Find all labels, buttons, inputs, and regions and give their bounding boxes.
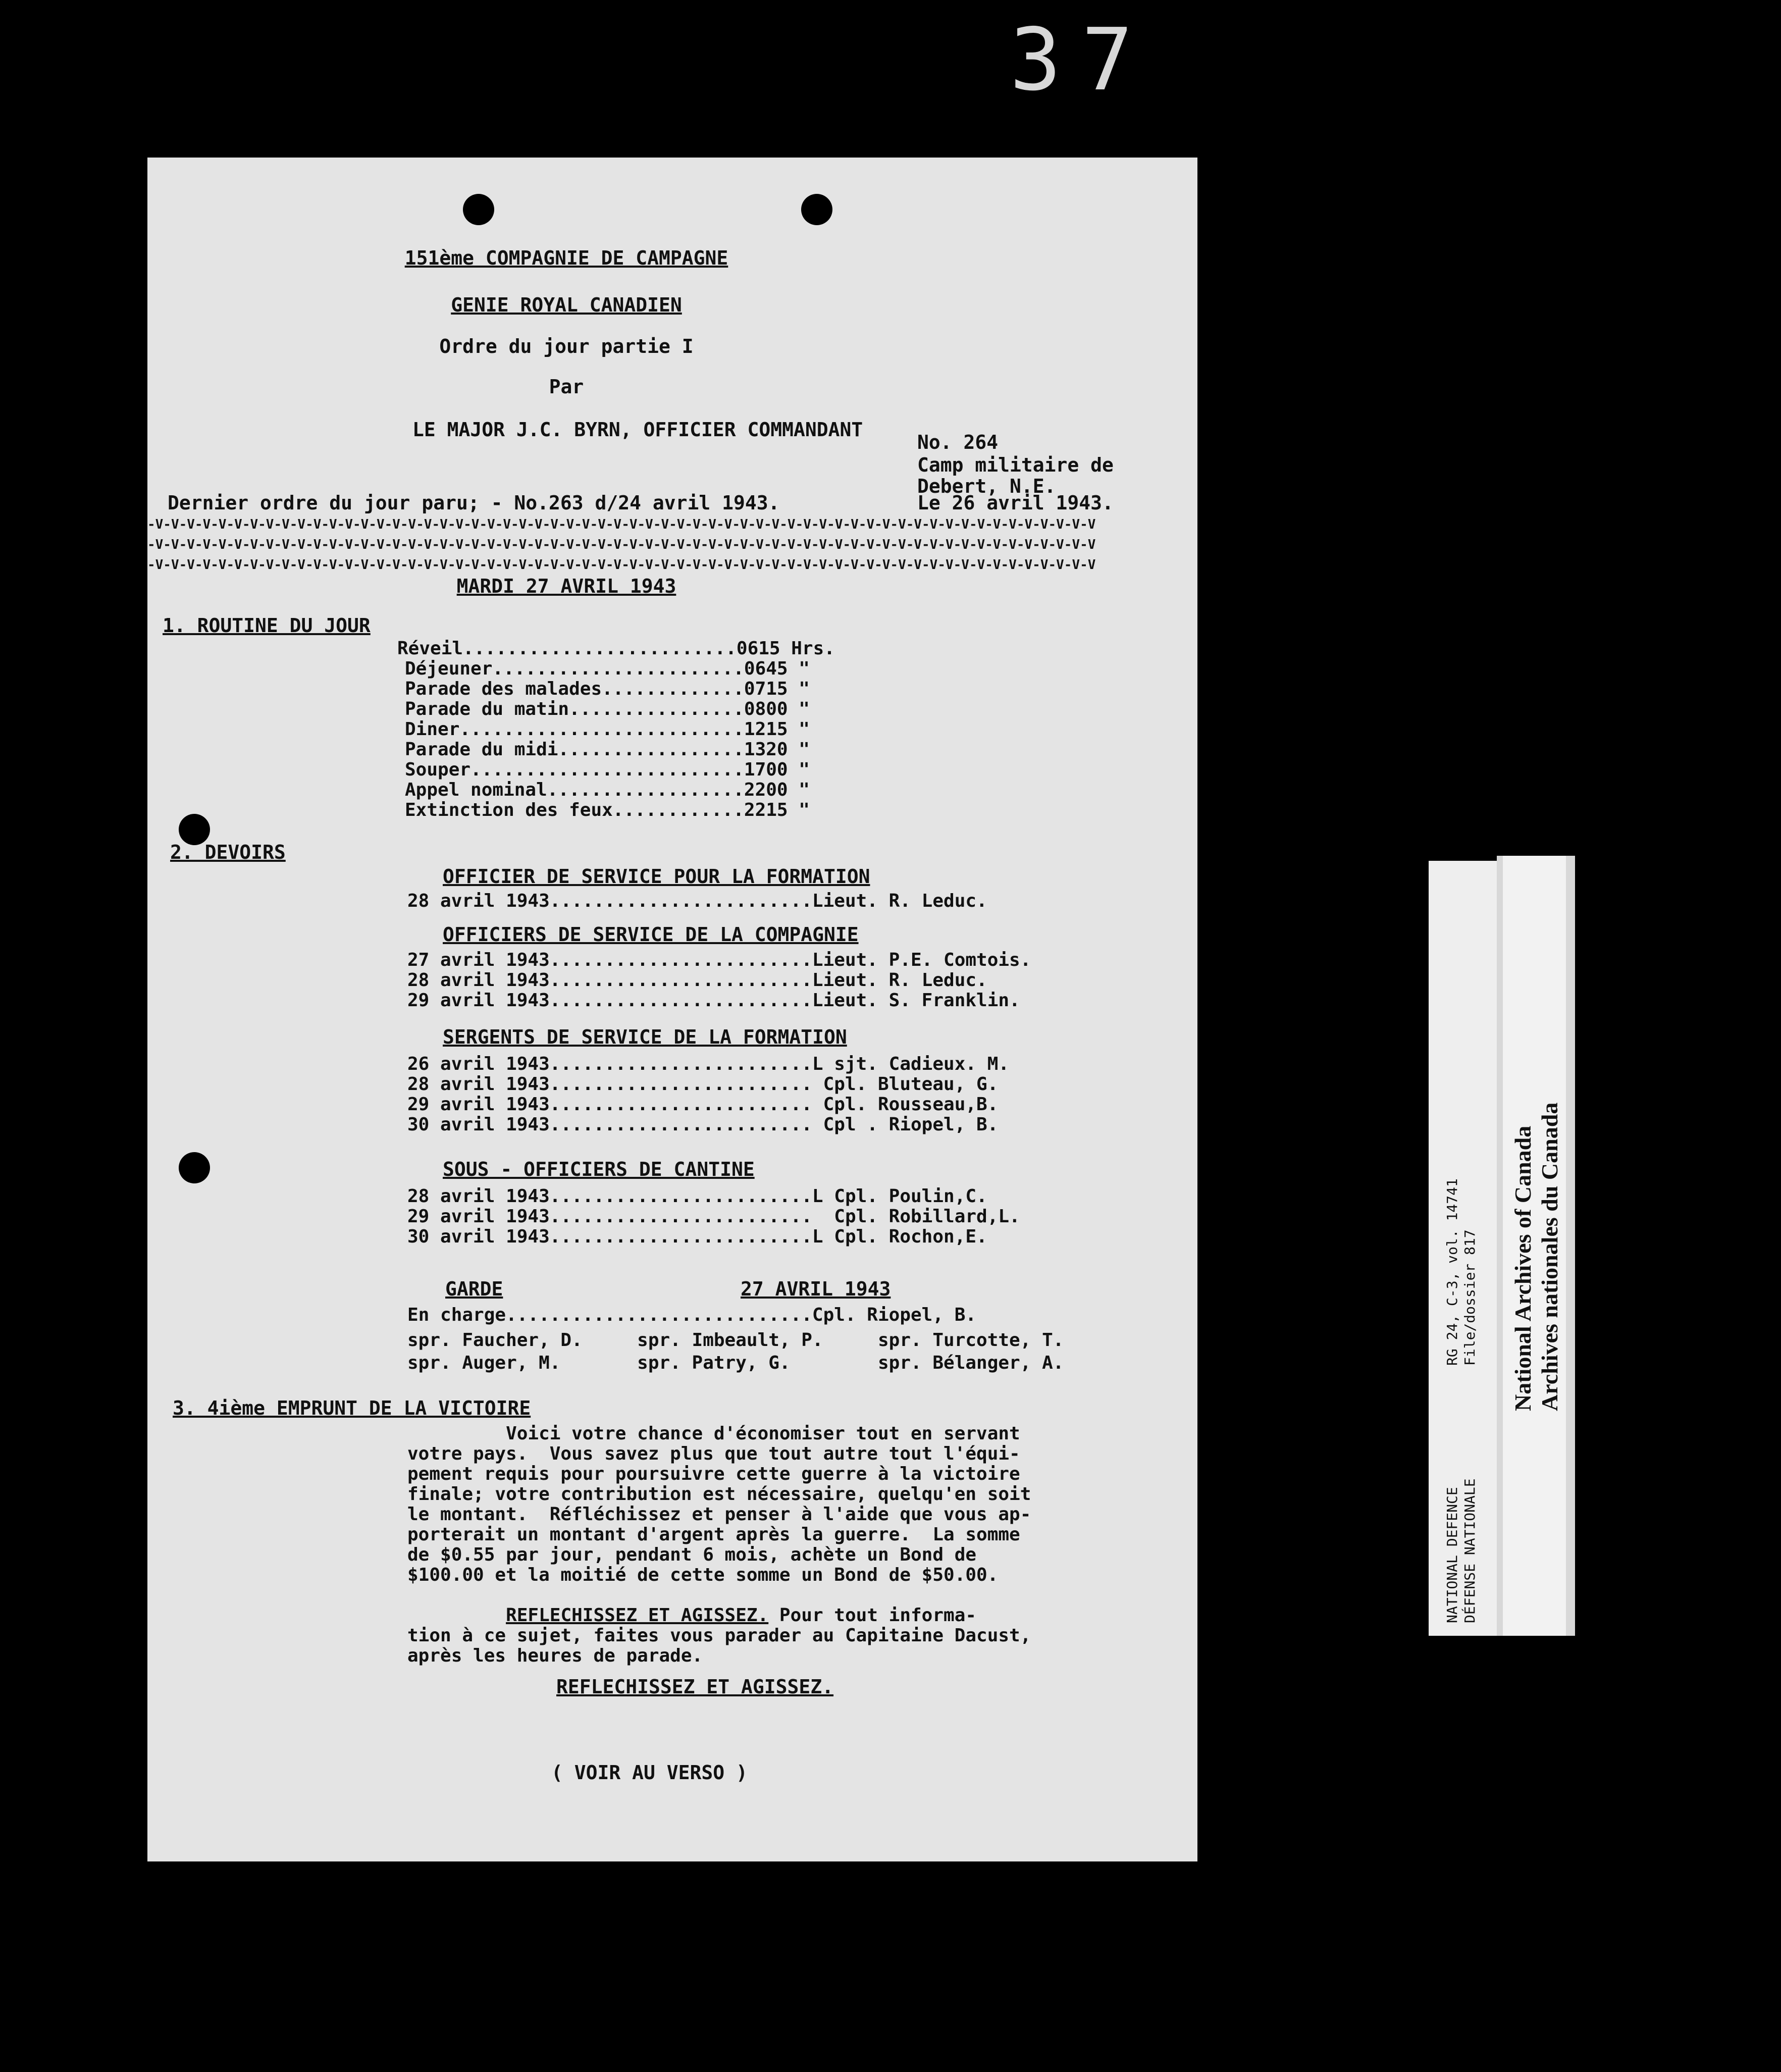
guard-row: spr. Auger, M. spr. Patry, G. spr. Bélanger, A.: [407, 1353, 1064, 1373]
section-3-title: 3. 4ième EMPRUNT DE LA VICTOIRE: [173, 1397, 531, 1419]
duty-row: 29 avril 1943........................ Cpl. Robillard,L.: [407, 1206, 1020, 1227]
routine-row: Diner..........................1215 ": [405, 719, 810, 740]
order-title: Ordre du jour partie I: [439, 335, 694, 357]
paragraph-line: votre pays. Vous savez plus que tout autre tout l'équi-: [407, 1443, 1020, 1464]
routine-row: Parade du midi.................1320 ": [405, 739, 810, 760]
punch-hole: [463, 194, 494, 225]
emphasis-text: REFLECHISSEZ ET AGISSEZ.: [506, 1605, 769, 1626]
paragraph-line: $100.00 et la moitié de cette somme un Bond de $50.00.: [407, 1565, 999, 1585]
duty-row: 28 avril 1943........................L Cpl. Poulin,C.: [407, 1186, 987, 1207]
routine-row: Déjeuner.......................0645 ": [405, 658, 810, 679]
guard-row: spr. Faucher, D. spr. Imbeault, P. spr. Turcotte, T.: [407, 1330, 1064, 1351]
archive-label-strip: [1429, 861, 1497, 1636]
paragraph-line: après les heures de parade.: [407, 1645, 703, 1666]
company-officers-heading: OFFICIERS DE SERVICE DE LA COMPAGNIE: [443, 923, 859, 946]
unit-heading: 151ème COMPAGNIE DE CAMPAGNE: [404, 247, 728, 269]
routine-row: Réveil.........................0615 Hrs.: [397, 638, 835, 659]
paragraph-indent: [407, 1605, 506, 1626]
order-date: Le 26 avril 1943.: [917, 492, 1114, 514]
archive-reference-1: RG 24, C-3, vol. 14741: [1444, 1178, 1460, 1366]
day-title: MARDI 27 AVRIL 1943: [456, 575, 676, 597]
paragraph-line: de $0.55 par jour, pendant 6 mois, achète un Bond de: [407, 1544, 977, 1565]
archive-reference-2: File/dossier 817: [1461, 1229, 1478, 1366]
guard-date: 27 AVRIL 1943: [741, 1278, 891, 1300]
place-line-2: Debert, N.E.: [917, 475, 1056, 497]
closing-slogan: REFLECHISSEZ ET AGISSEZ.: [556, 1676, 834, 1698]
by-label: Par: [549, 376, 584, 398]
guard-row: En charge............................Cpl. Riopel, B.: [407, 1305, 977, 1325]
corps-heading: GENIE ROYAL CANADIEN: [451, 294, 682, 316]
punch-hole: [801, 194, 832, 225]
archives-name-fr: Archives nationales du Canada: [1537, 1102, 1562, 1411]
routine-row: Parade des malades.............0715 ": [405, 679, 810, 699]
paragraph-line: le montant. Réfléchissez et penser à l'aide que vous ap-: [407, 1504, 1031, 1525]
routine-row: Extinction des feux............2215 ": [405, 800, 810, 820]
paragraph-line: [407, 1607, 976, 1625]
duty-row: 28 avril 1943........................Lieut. R. Leduc.: [407, 970, 987, 991]
guard-label: GARDE: [445, 1278, 503, 1300]
order-number: No. 264: [917, 431, 999, 453]
punch-hole: [179, 1152, 210, 1183]
sergeants-heading: SERGENTS DE SERVICE DE LA FORMATION: [443, 1026, 847, 1048]
duty-row: 30 avril 1943........................ Cpl . Riopel, B.: [407, 1114, 999, 1135]
frame-number: 37: [1010, 10, 1154, 110]
paragraph-line: porterait un montant d'argent après la guerre. La somme: [407, 1524, 1020, 1545]
separator-line: -V-V-V-V-V-V-V-V-V-V-V-V-V-V-V-V-V-V-V-V-V-V-V-V-V-V-V-V-V-V-V-V-V-V-V-V-V-V-V-V-V-V-V-V-V-V-V-V-V-V-V-V-V-V-V-V-V-V-V-V: [147, 517, 1096, 532]
separator-line: -V-V-V-V-V-V-V-V-V-V-V-V-V-V-V-V-V-V-V-V-V-V-V-V-V-V-V-V-V-V-V-V-V-V-V-V-V-V-V-V-V-V-V-V-V-V-V-V-V-V-V-V-V-V-V-V-V-V-V-V: [147, 557, 1096, 573]
place-line-1: Camp militaire de: [917, 454, 1114, 476]
paragraph-line: finale; votre contribution est nécessaire, quelqu'en soit: [407, 1484, 1031, 1505]
last-order-line: Dernier ordre du jour paru; - No.263 d/24 avril 1943.: [168, 492, 780, 514]
department-en: NATIONAL DEFENCE: [1444, 1487, 1460, 1623]
department-fr: DÉFENSE NATIONALE: [1461, 1478, 1478, 1623]
duty-row: 29 avril 1943........................Lieut. S. Franklin.: [407, 990, 1020, 1011]
paragraph-line: Voici votre chance d'économiser tout en servant: [407, 1423, 1020, 1444]
duty-row: 28 avril 1943........................ Cpl. Bluteau, G.: [407, 1074, 999, 1095]
duty-row: 27 avril 1943........................Lieut. P.E. Comtois.: [407, 950, 1031, 970]
archive-stamp: [1497, 856, 1575, 1636]
paragraph-text: Pour tout informa-: [768, 1605, 977, 1626]
punch-hole: [179, 814, 210, 845]
duty-row: 30 avril 1943........................L Cpl. Rochon,E.: [407, 1226, 987, 1247]
verso-note: ( VOIR AU VERSO ): [551, 1762, 748, 1784]
canteen-heading: SOUS - OFFICIERS DE CANTINE: [443, 1158, 755, 1180]
routine-row: Appel nominal..................2200 ": [405, 780, 810, 800]
document-page: [147, 158, 1197, 1861]
section-2-title: 2. DEVOIRS: [170, 841, 286, 863]
commander-line: LE MAJOR J.C. BYRN, OFFICIER COMMANDANT: [412, 419, 863, 441]
paragraph-line: pement requis pour poursuivre cette guerre à la victoire: [407, 1464, 1020, 1484]
section-1-title: 1. ROUTINE DU JOUR: [163, 614, 371, 637]
formation-officer-heading: OFFICIER DE SERVICE POUR LA FORMATION: [443, 865, 870, 888]
routine-row: Souper.........................1700 ": [405, 759, 810, 780]
duty-row: 26 avril 1943........................L sjt. Cadieux. M.: [407, 1054, 1010, 1074]
routine-row: Parade du matin................0800 ": [405, 699, 810, 719]
separator-line: -V-V-V-V-V-V-V-V-V-V-V-V-V-V-V-V-V-V-V-V-V-V-V-V-V-V-V-V-V-V-V-V-V-V-V-V-V-V-V-V-V-V-V-V-V-V-V-V-V-V-V-V-V-V-V-V-V-V-V-V: [147, 537, 1096, 552]
duty-row: 29 avril 1943........................ Cpl. Rousseau,B.: [407, 1094, 999, 1115]
archives-name-en: National Archives of Canada: [1510, 1125, 1536, 1411]
paragraph-line: tion à ce sujet, faites vous parader au Capitaine Dacust,: [407, 1625, 1031, 1646]
duty-row: 28 avril 1943........................Lieut. R. Leduc.: [407, 891, 987, 911]
